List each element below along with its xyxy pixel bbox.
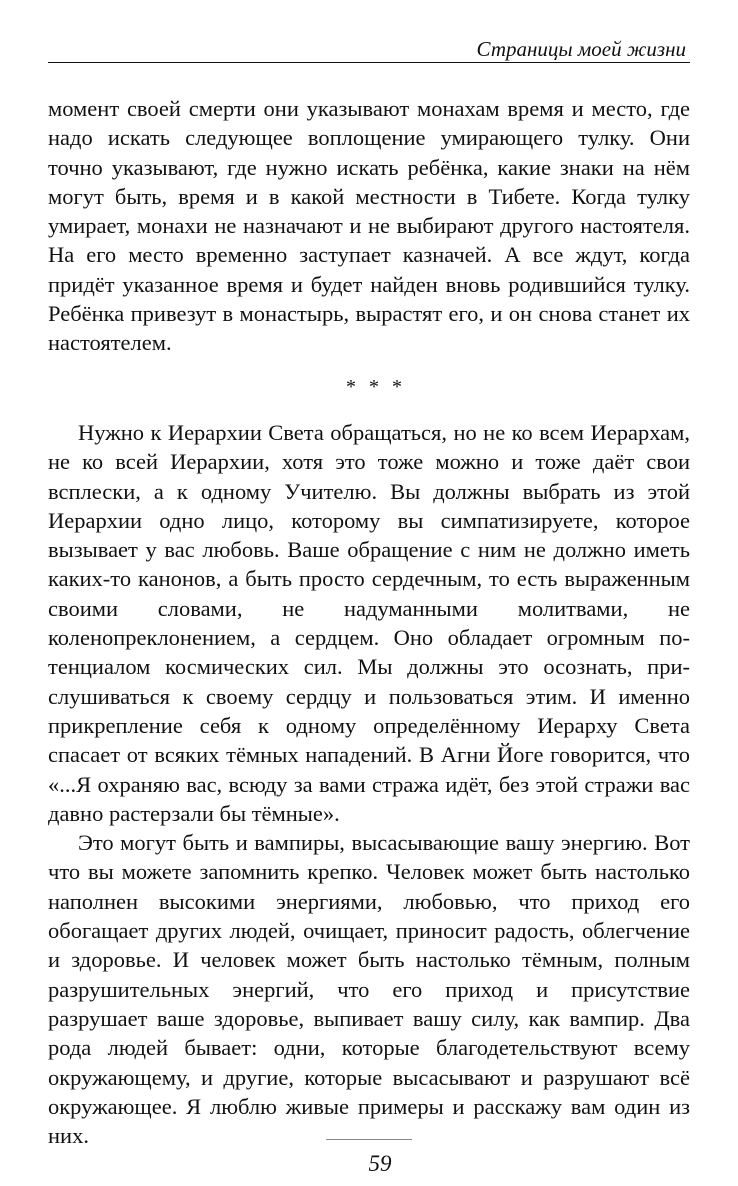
paragraph: Это могут быть и вампиры, высасывающие вашу энергию. Вот что вы можете запомнить крепко. Человек может быть настолько наполнен высокими энергиями, любовью, что приход его обогащает других людей, очищает, приносит радость, облегчение и здоровье. И человек может быть настолько тёмным, полным разрушительных энергий, что его приход и присутствие разрушает ваше здоровье, выпивает вашу силу, как вампир. Два рода людей бывает: одни, которые благодетельствуют всему окружающему, и другие, которые высасывают и разрушают всё окружающее. Я люблю живые примеры и расскажу вам один из них. xyxy=(48,830,690,1149)
paragraph: Нужно к Иерархии Света обращаться, но не ко всем Иерархам, не ко всей Иерархии, хотя это тоже можно и тоже даёт свои всплески, а к одному Учителю. Вы должны выбрать из этой Иерархии одно лицо, которому вы симпатизируете, которое вызывает у вас любовь. Ваше обращение с ним не должно иметь каких-то канонов, а быть просто сердечным, то есть выраженным своими словами, не надуманными молитвами, не коленопреклонением, а сердцем. Оно обладает огромным потенциалом космических сил. Мы должны это осознать, прислушиваться к своему сердцу и пользоваться этим. И именно прикрепление себя к одному определённому Иерарху Света спасает от всяких тёмных нападений. В Агни Йоге говорится, что «...Я охраняю вас, всюду за вами стража идёт, без этой стражи вас давно растерзали бы тёмные». xyxy=(48,419,690,826)
page-body xyxy=(48,94,690,1150)
footer-rule xyxy=(326,1139,412,1140)
section-separator: * * * xyxy=(346,375,406,398)
page-number: 59 xyxy=(368,1151,392,1176)
header-rule xyxy=(48,62,690,63)
running-head-title: Страницы моей жизни xyxy=(476,37,686,61)
paragraph-continued: момент своей смерти они указывают монахам время и место, где надо искать следующее воплощение умирающего тулку. Они точно указывают, где нужно искать ребёнка, какие знаки на нём могут быть, время и в какой местности в Тибете. Когда тулку умирает, монахи не назначают и не выбирают другого настоятеля. На его место временно заступает казначей. А все ждут, когда придёт указанное время и будет найден вновь родившийся тулку. Ребёнка привезут в монастырь, вырастят его, и он снова станет их настоятелем. xyxy=(48,96,690,356)
